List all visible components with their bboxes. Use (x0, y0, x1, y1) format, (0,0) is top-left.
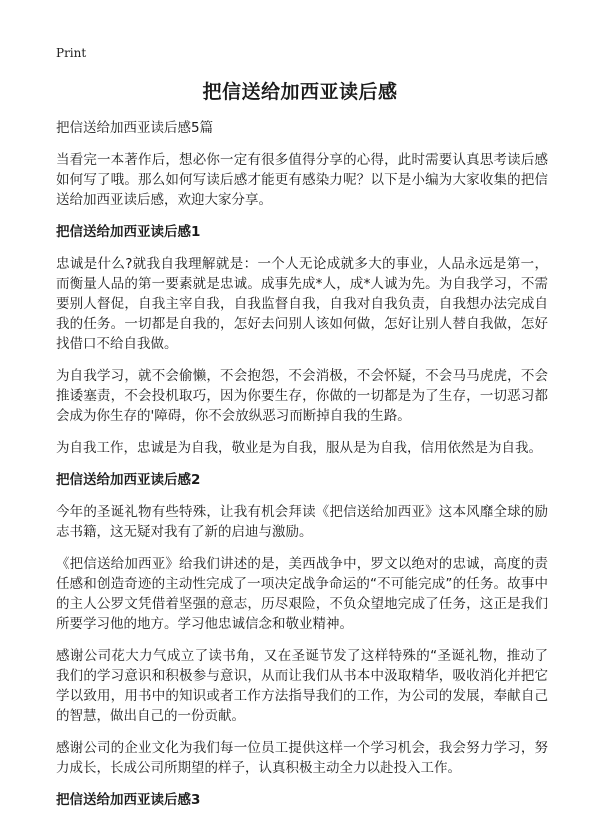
section-1-paragraph: 忠诚是什么?就我自我理解就是：一个人无论成就多大的事业，人品永远是第一，而衡量人品的第一要素就是忠诚。成事先成*人，成*人诚为先。为自我学习，不需要别人督促，自我主宰自我，自我监督自我，自我对自我负责，自我想办法完成自我的任务。一切都是自我的，怎好去问别人该如何做，怎好让别人替自我做，怎好找借口不给自我做。 (56, 256, 548, 352)
section-2-paragraph: 感谢公司的企业文化为我们每一位员工提供这样一个学习机会，我会努力学习，努力成长，长成公司所期望的样子，认真积极主动全力以赴投入工作。 (56, 740, 548, 776)
section-heading-3: 把信送给加西亚读后感3 (56, 792, 201, 808)
section-heading-1: 把信送给加西亚读后感1 (56, 224, 201, 240)
intro-paragraph: 当看完一本著作后，想必你一定有很多值得分享的心得，此时需要认真思考读后感如何写了哦。那么如何写读后感才能更有感染力呢？以下是小编为大家收集的把信送给加西亚读后感，欢迎大家分享。 (56, 152, 548, 208)
section-1-paragraph: 为自我学习，就不会偷懒，不会抱怨，不会消极，不会怀疑，不会马马虎虎，不会推诿塞责，不会投机取巧，因为你要生存，你做的一切都是为了生存，一切恶习都会成为你生存的'障碍，你不会放纵恶习而断掉自我的生路。 (56, 368, 548, 424)
document-subtitle: 把信送给加西亚读后感5篇 (56, 120, 214, 136)
section-2-paragraph: 今年的圣诞礼物有些特殊，让我有机会拜读《把信送给加西亚》这本风靡全球的励志书籍，这无疑对我有了新的启迪与激励。 (56, 504, 548, 540)
document-body (56, 118, 548, 822)
section-2-paragraph: 《把信送给加西亚》给我们讲述的是，美西战争中，罗文以绝对的忠诚，高度的责任感和创造奇迹的主动性完成了一项决定战争命运的“不可能完成”的任务。故事中的主人公罗文凭借着坚强的意志，历尽艰险，不负众望地完成了任务，这正是我们所要学习他的地方。学习他忠诚信念和敬业精神。 (56, 556, 548, 632)
section-heading-2: 把信送给加西亚读后感2 (56, 472, 201, 488)
section-2-paragraph: 感谢公司花大力气成立了读书角，又在圣诞节发了这样特殊的“圣诞礼物，推动了我们的学习意识和积极参与意识，从而让我们从书本中汲取精华，吸收消化并把它学以致用，用书中的知识或者工作方法指导我们的工作，为公司的发展，奉献自己的智慧，做出自己的一份贡献。 (56, 648, 548, 724)
page-title: 把信送给加西亚读后感 (202, 81, 398, 103)
section-1-paragraph: 为自我工作，忠诚是为自我，敬业是为自我，服从是为自我，信用依然是为自我。 (56, 440, 542, 456)
print-link[interactable]: Print (56, 46, 87, 60)
